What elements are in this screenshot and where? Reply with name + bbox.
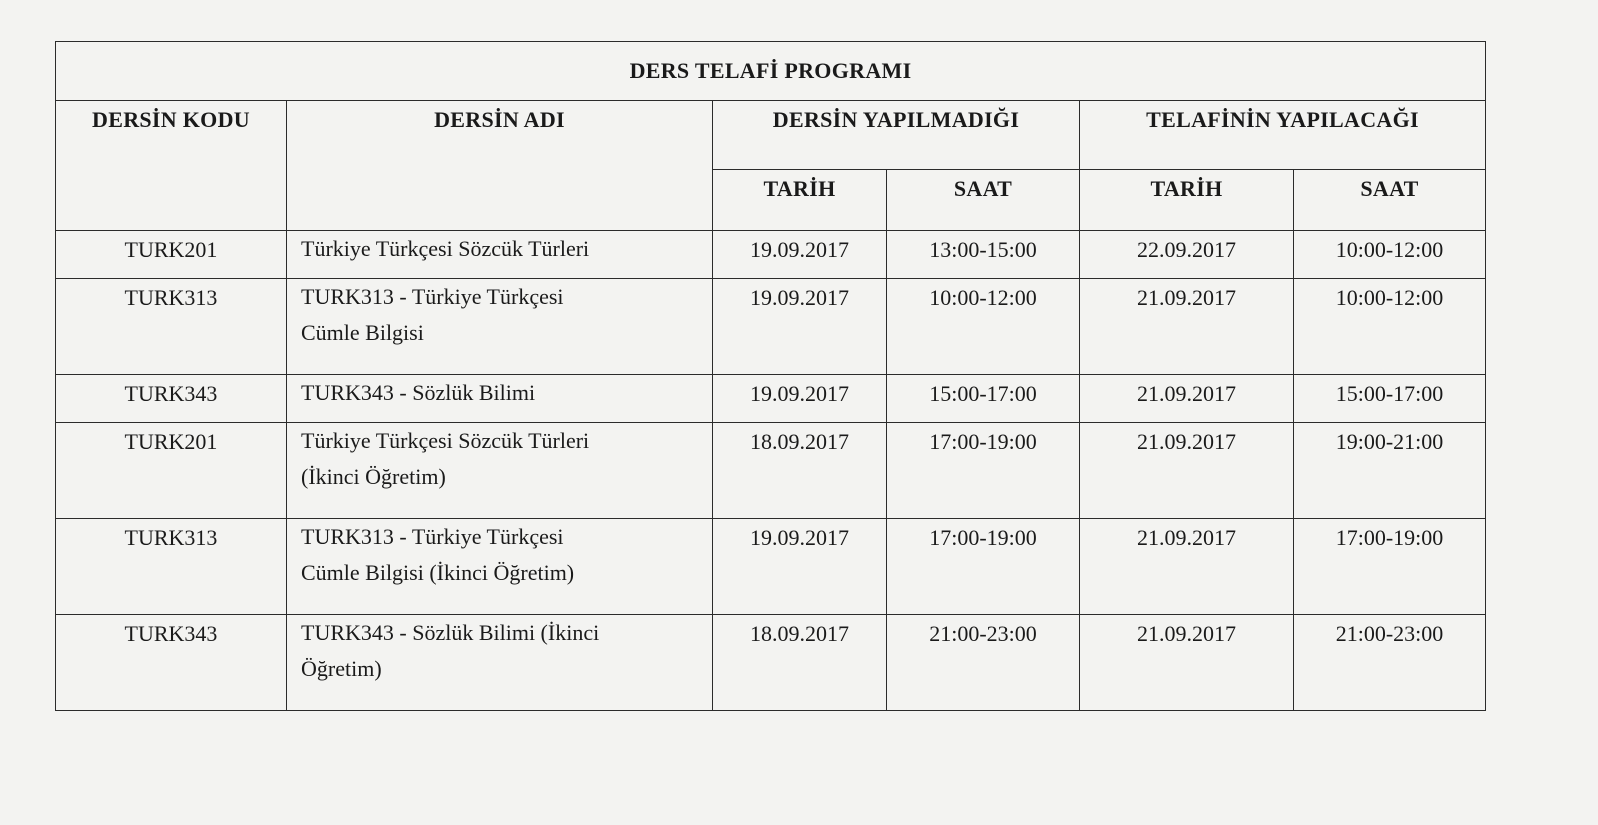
table-row [56,519,1486,615]
missed-time-cell: 15:00-17:00 [887,375,1080,423]
course-code-cell: TURK313 [56,279,287,375]
makeup-date-cell: 21.09.2017 [1080,519,1294,615]
course-name-line: Türkiye Türkçesi Sözcük Türleri [301,236,590,261]
header-course-name: DERSİN ADI [287,101,713,231]
missed-date-cell: 18.09.2017 [713,423,887,519]
missed-time-cell: 17:00-19:00 [887,519,1080,615]
course-name-cell [287,519,713,615]
course-name-cell [287,615,713,711]
course-name-line: TURK313 - Türkiye Türkçesi [301,284,564,309]
missed-time-cell: 10:00-12:00 [887,279,1080,375]
course-name-line: Cümle Bilgisi [301,320,424,345]
course-code-cell: TURK201 [56,423,287,519]
header-makeup-time: SAAT [1294,170,1486,231]
course-name-line: Öğretim) [301,656,382,681]
course-name-line: Türkiye Türkçesi Sözcük Türleri [301,428,590,453]
table-title: DERS TELAFİ PROGRAMI [56,42,1486,101]
course-name-line: TURK343 - Sözlük Bilimi (İkinci [301,620,600,645]
makeup-date-cell: 21.09.2017 [1080,375,1294,423]
makeup-schedule-table [55,41,1486,711]
missed-date-cell: 19.09.2017 [713,279,887,375]
header-missed-date: TARİH [713,170,887,231]
course-name-cell [287,279,713,375]
header-missed-class: DERSİN YAPILMADIĞI [713,101,1080,170]
table-row [56,615,1486,711]
makeup-time-cell: 10:00-12:00 [1294,231,1486,279]
missed-date-cell: 18.09.2017 [713,615,887,711]
makeup-time-cell: 10:00-12:00 [1294,279,1486,375]
header-missed-time: SAAT [887,170,1080,231]
makeup-time-cell: 17:00-19:00 [1294,519,1486,615]
table-row [56,375,1486,423]
header-makeup-class: TELAFİNİN YAPILACAĞI [1080,101,1486,170]
makeup-time-cell: 21:00-23:00 [1294,615,1486,711]
course-name-line: TURK313 - Türkiye Türkçesi [301,524,564,549]
makeup-schedule-document [55,41,1485,711]
course-name-cell [287,231,713,279]
course-name-cell [287,375,713,423]
makeup-date-cell: 21.09.2017 [1080,279,1294,375]
makeup-date-cell: 21.09.2017 [1080,423,1294,519]
course-name-cell [287,423,713,519]
makeup-time-cell: 19:00-21:00 [1294,423,1486,519]
missed-time-cell: 17:00-19:00 [887,423,1080,519]
missed-date-cell: 19.09.2017 [713,519,887,615]
table-row [56,231,1486,279]
header-makeup-date: TARİH [1080,170,1294,231]
missed-time-cell: 13:00-15:00 [887,231,1080,279]
course-name-line: TURK343 - Sözlük Bilimi [301,380,536,405]
course-name-line: (İkinci Öğretim) [301,464,446,489]
makeup-date-cell: 21.09.2017 [1080,615,1294,711]
course-code-cell: TURK343 [56,375,287,423]
course-code-cell: TURK201 [56,231,287,279]
makeup-time-cell: 15:00-17:00 [1294,375,1486,423]
missed-time-cell: 21:00-23:00 [887,615,1080,711]
table-row [56,279,1486,375]
makeup-date-cell: 22.09.2017 [1080,231,1294,279]
missed-date-cell: 19.09.2017 [713,375,887,423]
course-name-line: Cümle Bilgisi (İkinci Öğretim) [301,560,575,585]
table-row [56,423,1486,519]
course-code-cell: TURK343 [56,615,287,711]
course-code-cell: TURK313 [56,519,287,615]
header-course-code: DERSİN KODU [56,101,287,231]
missed-date-cell: 19.09.2017 [713,231,887,279]
